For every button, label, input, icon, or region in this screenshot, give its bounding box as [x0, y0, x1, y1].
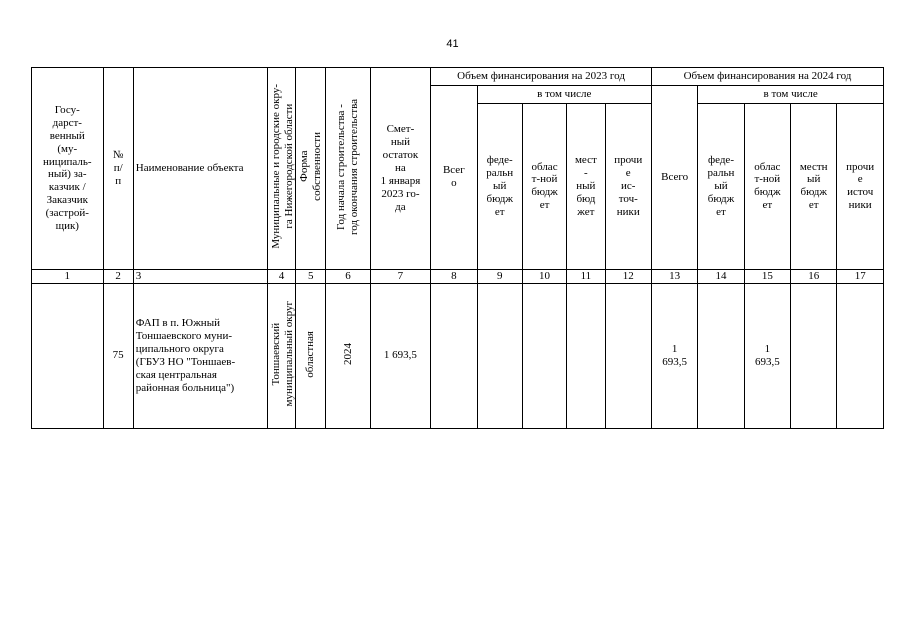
cell-local-2024: [791, 283, 837, 428]
cell-other-2024: [837, 283, 884, 428]
header-balance: Смет- ный остаток на 1 января 2023 го- да: [370, 68, 430, 270]
header-funding-2024: Объем финансирования на 2024 год: [651, 68, 883, 86]
page-number: 41: [446, 38, 459, 50]
column-number: 7: [370, 269, 430, 283]
cell-federal-2023: [477, 283, 522, 428]
header-other-2023: прочи е ис- точ- ники: [605, 103, 651, 269]
header-regional-2023: облас т-ной бюдж ет: [522, 103, 566, 269]
column-number: 16: [791, 269, 837, 283]
cell-customer: [32, 283, 104, 428]
cell-local-2023: [567, 283, 605, 428]
header-years: Год начала строительства - год окончания строительства: [326, 68, 370, 270]
header-federal-2024: феде- ральн ый бюдж ет: [698, 103, 744, 269]
header-municipality: Муниципальные и городские окру- га Нижегородской области: [267, 68, 295, 270]
column-number: 4: [267, 269, 295, 283]
header-including-2024: в том числе: [698, 85, 884, 103]
column-number: 8: [431, 269, 477, 283]
column-number: 17: [837, 269, 884, 283]
column-number: 9: [477, 269, 522, 283]
header-number: № п/ п: [103, 68, 133, 270]
cell-years: 2024: [326, 283, 370, 428]
column-number: 5: [296, 269, 326, 283]
column-number: 6: [326, 269, 370, 283]
cell-balance: 1 693,5: [370, 283, 430, 428]
column-number: 14: [698, 269, 744, 283]
column-number: 11: [567, 269, 605, 283]
column-number: 2: [103, 269, 133, 283]
header-row-1: [32, 68, 884, 86]
cell-total-2023: [431, 283, 477, 428]
column-number: 12: [605, 269, 651, 283]
header-local-2023: мест - ный бюд жет: [567, 103, 605, 269]
column-number-row: [32, 269, 884, 283]
column-number: 10: [522, 269, 566, 283]
column-number: 1: [32, 269, 104, 283]
header-federal-2023: феде- ральн ый бюдж ет: [477, 103, 522, 269]
cell-number: 75: [103, 283, 133, 428]
cell-regional-2023: [522, 283, 566, 428]
header-customer: Госу- дарст- венный (му- ниципаль- ный) за- казчик / Заказчик (застрой- щик): [32, 68, 104, 270]
header-total-2024: Всего: [651, 85, 697, 269]
cell-total-2024: 1 693,5: [651, 283, 697, 428]
column-number: 13: [651, 269, 697, 283]
column-number: 15: [744, 269, 790, 283]
cell-municipality: Тоншаевский муниципальный округ: [267, 283, 295, 428]
header-regional-2024: облас т-ной бюдж ет: [744, 103, 790, 269]
table-row: [32, 283, 884, 428]
cell-federal-2024: [698, 283, 744, 428]
cell-other-2023: [605, 283, 651, 428]
header-name: Наименование объекта: [133, 68, 267, 270]
cell-regional-2024: 1 693,5: [744, 283, 790, 428]
header-ownership: Форма собственности: [296, 68, 326, 270]
header-funding-2023: Объем финансирования на 2023 год: [431, 68, 652, 86]
header-other-2024: прочи е источ ники: [837, 103, 884, 269]
header-total-2023: Всег о: [431, 85, 477, 269]
column-number: 3: [133, 269, 267, 283]
cell-name: ФАП в п. Южный Тоншаевского муни- ципального округа (ГБУЗ НО "Тоншаев- ская центральная районная больница"): [133, 283, 267, 428]
cell-ownership: областная: [296, 283, 326, 428]
budget-table: [31, 67, 884, 429]
header-local-2024: местн ый бюдж ет: [791, 103, 837, 269]
header-including-2023: в том числе: [477, 85, 651, 103]
